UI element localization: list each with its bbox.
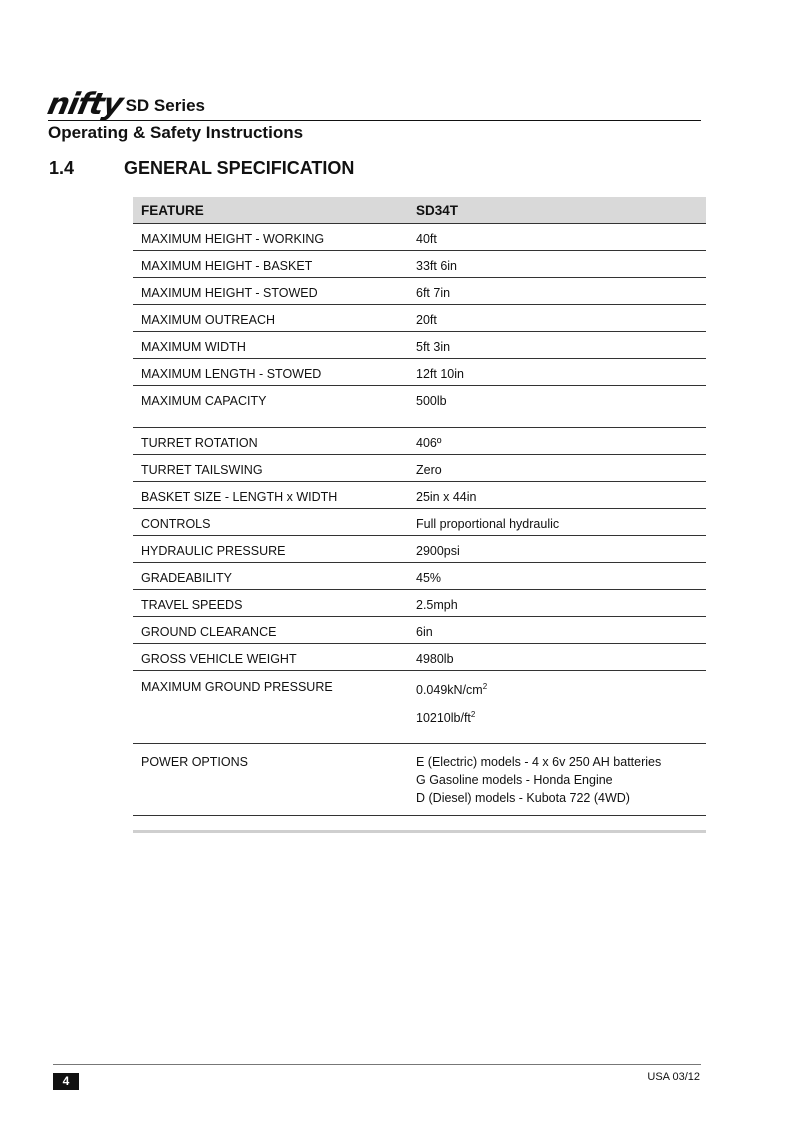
feature-cell: TURRET ROTATION — [141, 436, 258, 450]
feature-cell: GROUND CLEARANCE — [141, 625, 277, 639]
value-cell: Full proportional hydraulic — [416, 517, 560, 531]
table-row — [133, 644, 706, 671]
feature-cell: MAXIMUM LENGTH - STOWED — [141, 367, 322, 381]
column-header-feature: FEATURE — [141, 202, 204, 218]
table-row — [133, 278, 706, 305]
footer-rule — [53, 1064, 701, 1065]
series-name: SD Series — [125, 96, 205, 115]
document-title: Operating & Safety Instructions — [48, 123, 304, 142]
page-number: 4 — [53, 1073, 79, 1090]
value-cell: 500lb — [416, 394, 447, 408]
pressure-imperial-exponent: 2 — [470, 710, 476, 720]
feature-cell: TURRET TAILSWING — [141, 463, 263, 477]
table-row — [133, 251, 706, 278]
section-title: GENERAL SPECIFICATION — [124, 158, 355, 178]
header-rule — [48, 120, 701, 121]
feature-cell: CONTROLS — [141, 517, 211, 531]
pressure-metric — [416, 678, 706, 699]
feature-cell: BASKET SIZE - LENGTH x WIDTH — [141, 490, 338, 504]
value-cell: 2900psi — [416, 544, 460, 558]
value-cell — [416, 678, 706, 743]
value-cell: 45% — [416, 571, 442, 585]
table-row — [133, 590, 706, 617]
section-number: 1.4 — [49, 158, 75, 178]
value-cell: Zero — [416, 463, 442, 477]
value-cell: 20ft — [416, 313, 437, 327]
table-row — [133, 509, 706, 536]
value-cell: 6ft 7in — [416, 286, 451, 300]
table-row — [133, 617, 706, 644]
power-option-line: D (Diesel) models - Kubota 722 (4WD) — [416, 791, 630, 805]
pressure-metric-value: 0.049kN/cm — [416, 683, 483, 698]
table-row — [133, 482, 706, 509]
column-header-model: SD34T — [416, 202, 459, 218]
value-cell: 12ft 10in — [416, 367, 464, 381]
table-row-power-options — [133, 744, 706, 816]
table-row — [133, 224, 706, 251]
value-cell: 5ft 3in — [416, 340, 451, 354]
spec-table — [133, 197, 706, 816]
table-row-ground-pressure — [133, 671, 706, 744]
pressure-imperial-value: 10210lb/ft — [416, 711, 471, 726]
feature-cell: POWER OPTIONS — [141, 755, 248, 769]
value-cell: 40ft — [416, 232, 437, 246]
value-cell: 25in x 44in — [416, 490, 477, 504]
table-row — [133, 386, 706, 428]
table-row — [133, 536, 706, 563]
pressure-metric-exponent: 2 — [482, 682, 488, 691]
feature-cell: MAXIMUM GROUND PRESSURE — [141, 680, 333, 694]
feature-cell: MAXIMUM HEIGHT - BASKET — [141, 259, 313, 273]
value-cell: 406º — [416, 436, 442, 450]
feature-cell: MAXIMUM HEIGHT - WORKING — [141, 232, 325, 246]
table-row — [133, 332, 706, 359]
value-cell — [416, 753, 706, 815]
value-cell: 6in — [416, 625, 433, 639]
table-row — [133, 359, 706, 386]
table-row — [133, 455, 706, 482]
power-option-line: E (Electric) models - 4 x 6v 250 AH batteries — [416, 755, 662, 769]
value-cell: 2.5mph — [416, 598, 458, 612]
value-cell: 33ft 6in — [416, 259, 458, 273]
value-cell: 4980lb — [416, 652, 454, 666]
table-end-rule — [133, 830, 706, 833]
power-option-line: G Gasoline models - Honda Engine — [416, 773, 613, 787]
feature-cell: MAXIMUM OUTREACH — [141, 313, 276, 327]
page-header — [44, 87, 701, 143]
pressure-imperial — [416, 706, 706, 727]
feature-cell: MAXIMUM CAPACITY — [141, 394, 267, 408]
footer-code: USA 03/12 — [647, 1071, 700, 1083]
table-row — [133, 563, 706, 590]
table-header — [133, 197, 706, 224]
feature-cell: MAXIMUM HEIGHT - STOWED — [141, 286, 318, 300]
nifty-logo: nifty — [44, 87, 126, 122]
feature-cell: TRAVEL SPEEDS — [141, 598, 243, 612]
table-row — [133, 305, 706, 332]
feature-cell: GROSS VEHICLE WEIGHT — [141, 652, 297, 666]
table-row — [133, 428, 706, 455]
feature-cell: MAXIMUM WIDTH — [141, 340, 246, 354]
feature-cell: GRADEABILITY — [141, 571, 232, 585]
feature-cell: HYDRAULIC PRESSURE — [141, 544, 286, 558]
brand-row — [44, 87, 701, 122]
